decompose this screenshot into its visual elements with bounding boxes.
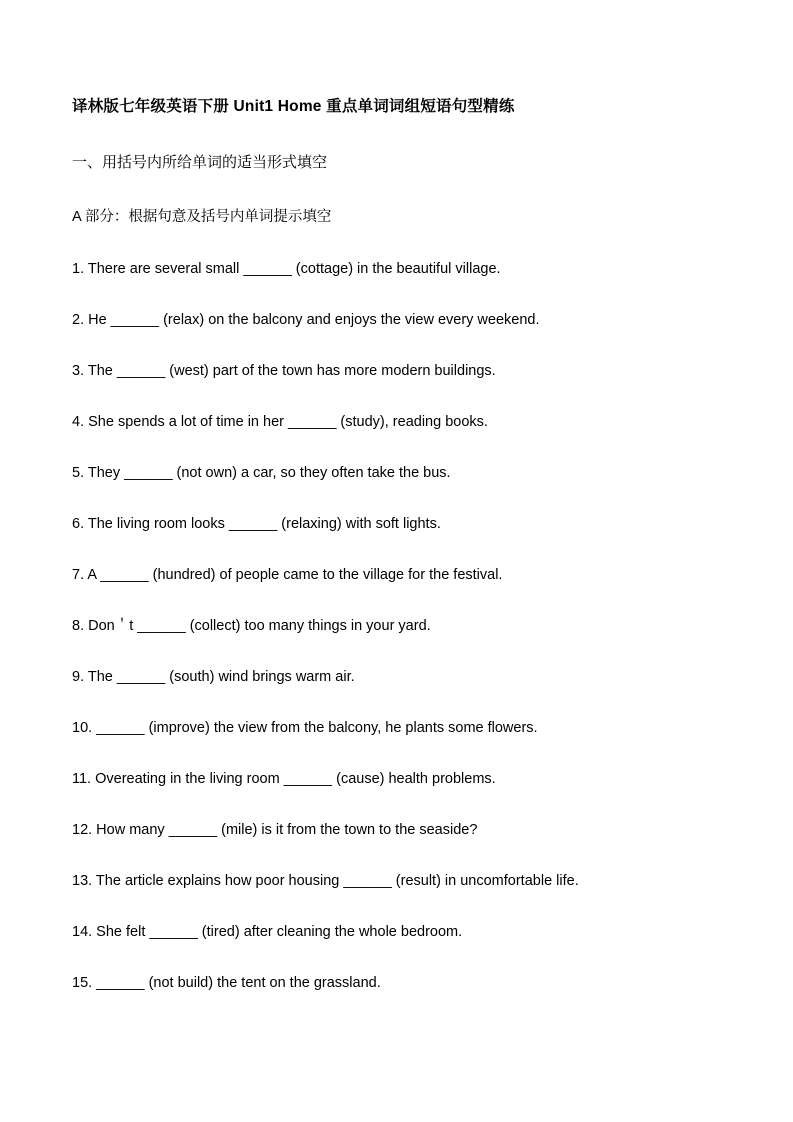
page-title: 译林版七年级英语下册 Unit1 Home 重点单词词组短语句型精练 xyxy=(72,98,515,115)
list-item: 11. Overeating in the living room ______ (cause) health problems. xyxy=(72,771,496,788)
list-item: 7. A ______ (hundred) of people came to the village for the festival. xyxy=(72,567,503,584)
list-item: 6. The living room looks ______ (relaxing) with soft lights. xyxy=(72,516,441,533)
list-item: 15. ______ (not build) the tent on the grassland. xyxy=(72,975,381,992)
section-heading: 一、用括号内所给单词的适当形式填空 xyxy=(72,153,328,171)
list-item: 5. They ______ (not own) a car, so they often take the bus. xyxy=(72,465,451,482)
list-item: 12. How many ______ (mile) is it from the town to the seaside? xyxy=(72,822,478,839)
list-item: 14. She felt ______ (tired) after cleaning the whole bedroom. xyxy=(72,924,463,941)
list-item: 10. ______ (improve) the view from the balcony, he plants some flowers. xyxy=(72,720,538,737)
list-item: 9. The ______ (south) wind brings warm air. xyxy=(72,669,355,686)
list-item: 4. She spends a lot of time in her ______ (study), reading books. xyxy=(72,414,488,431)
list-item: 2. He ______ (relax) on the balcony and enjoys the view every weekend. xyxy=(72,312,540,328)
question-list xyxy=(72,259,721,994)
sub-heading: A 部分：根据句意及括号内单词提示填空 xyxy=(72,208,332,225)
list-item: 8. Don＇t ______ (collect) too many things in your yard. xyxy=(72,618,431,635)
list-item: 3. The ______ (west) part of the town has more modern buildings. xyxy=(72,363,496,380)
list-item: 13. The article explains how poor housing ______ (result) in uncomfortable life. xyxy=(72,873,579,890)
list-item: 1. There are several small ______ (cottage) in the beautiful village. xyxy=(72,260,501,277)
